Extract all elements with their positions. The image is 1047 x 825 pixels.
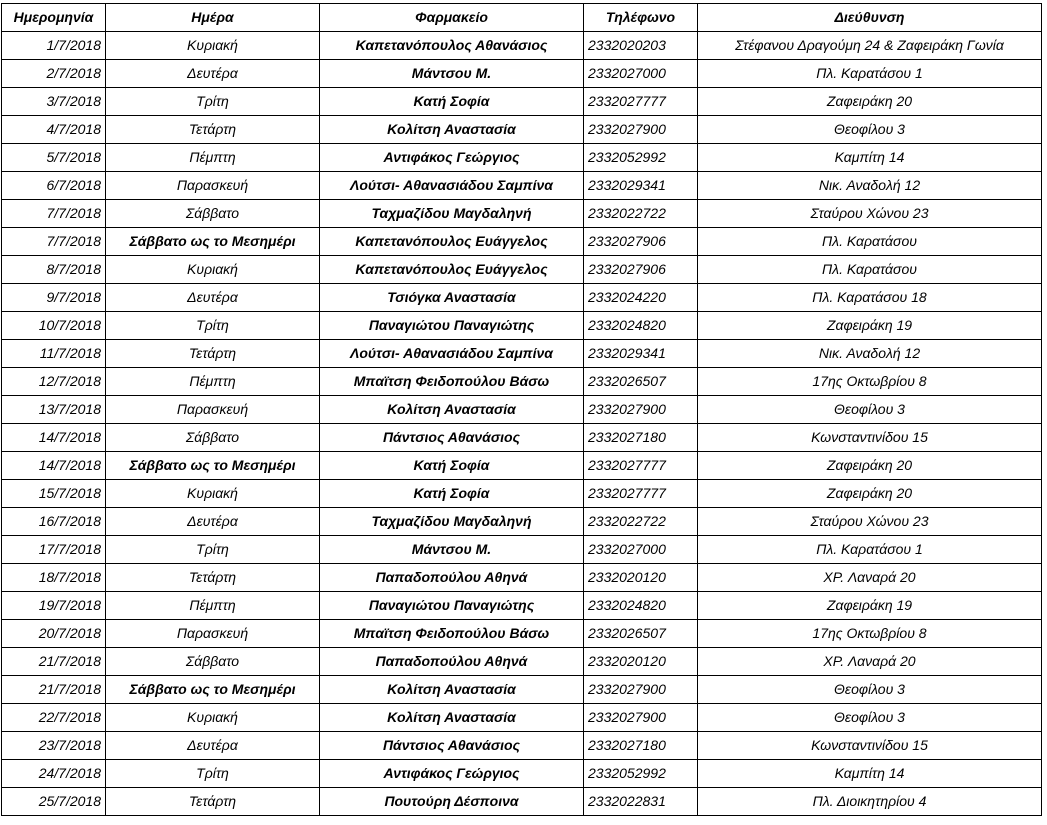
cell-date: 16/7/2018 — [2, 508, 106, 536]
cell-pharmacy: Λούτσι- Αθανασιάδου Σαμπίνα — [320, 172, 584, 200]
cell-pharmacy: Κατή Σοφία — [320, 452, 584, 480]
cell-date: 8/7/2018 — [2, 256, 106, 284]
cell-phone: 2332027900 — [584, 676, 698, 704]
table-row — [2, 424, 1042, 452]
cell-phone: 2332052992 — [584, 760, 698, 788]
cell-pharmacy: Παπαδοπούλου Αθηνά — [320, 564, 584, 592]
table-row — [2, 536, 1042, 564]
cell-address: ΧΡ. Λαναρά 20 — [698, 564, 1042, 592]
cell-pharmacy: Καπετανόπουλος Αθανάσιος — [320, 32, 584, 60]
table-row — [2, 116, 1042, 144]
cell-pharmacy: Κολίτση Αναστασία — [320, 676, 584, 704]
cell-day: Σάββατο — [106, 648, 320, 676]
cell-phone: 2332020120 — [584, 648, 698, 676]
cell-address: Θεοφίλου 3 — [698, 676, 1042, 704]
cell-phone: 2332020120 — [584, 564, 698, 592]
cell-address: Κωνσταντινίδου 15 — [698, 732, 1042, 760]
table-row — [2, 32, 1042, 60]
cell-day: Τρίτη — [106, 312, 320, 340]
cell-date: 24/7/2018 — [2, 760, 106, 788]
cell-date: 21/7/2018 — [2, 676, 106, 704]
table-row — [2, 172, 1042, 200]
cell-phone: 2332022722 — [584, 508, 698, 536]
cell-date: 17/7/2018 — [2, 536, 106, 564]
cell-day: Σάββατο ως το Μεσημέρι — [106, 676, 320, 704]
cell-phone: 2332027180 — [584, 424, 698, 452]
table-row — [2, 144, 1042, 172]
cell-day: Τρίτη — [106, 536, 320, 564]
cell-pharmacy: Καπετανόπουλος Ευάγγελος — [320, 228, 584, 256]
cell-date: 19/7/2018 — [2, 592, 106, 620]
cell-phone: 2332024820 — [584, 592, 698, 620]
cell-pharmacy: Τσιόγκα Αναστασία — [320, 284, 584, 312]
cell-address: Πλ. Διοικητηρίου 4 — [698, 788, 1042, 816]
cell-date: 14/7/2018 — [2, 424, 106, 452]
cell-day: Κυριακή — [106, 704, 320, 732]
cell-phone: 2332024820 — [584, 312, 698, 340]
table-row — [2, 312, 1042, 340]
cell-phone: 2332052992 — [584, 144, 698, 172]
cell-date: 2/7/2018 — [2, 60, 106, 88]
table-row — [2, 60, 1042, 88]
table-row — [2, 508, 1042, 536]
cell-phone: 2332027900 — [584, 704, 698, 732]
cell-pharmacy: Ταχμαζίδου Μαγδαληνή — [320, 508, 584, 536]
cell-date: 7/7/2018 — [2, 200, 106, 228]
cell-address: Θεοφίλου 3 — [698, 396, 1042, 424]
cell-day: Δευτέρα — [106, 508, 320, 536]
cell-date: 20/7/2018 — [2, 620, 106, 648]
cell-address: Πλ. Καρατάσου — [698, 228, 1042, 256]
cell-day: Δευτέρα — [106, 60, 320, 88]
table-row — [2, 648, 1042, 676]
cell-date: 12/7/2018 — [2, 368, 106, 396]
cell-phone: 2332022831 — [584, 788, 698, 816]
cell-pharmacy: Ταχμαζίδου Μαγδαληνή — [320, 200, 584, 228]
table-row — [2, 760, 1042, 788]
cell-address: Πλ. Καρατάσου — [698, 256, 1042, 284]
cell-pharmacy: Παναγιώτου Παναγιώτης — [320, 312, 584, 340]
table-row — [2, 396, 1042, 424]
cell-address: Θεοφίλου 3 — [698, 704, 1042, 732]
cell-day: Δευτέρα — [106, 284, 320, 312]
cell-date: 5/7/2018 — [2, 144, 106, 172]
cell-address: Καμπίτη 14 — [698, 760, 1042, 788]
cell-day: Κυριακή — [106, 480, 320, 508]
cell-date: 14/7/2018 — [2, 452, 106, 480]
cell-phone: 2332027906 — [584, 256, 698, 284]
cell-day: Πέμπτη — [106, 592, 320, 620]
cell-date: 7/7/2018 — [2, 228, 106, 256]
table-row — [2, 676, 1042, 704]
cell-address: Ζαφειράκη 19 — [698, 312, 1042, 340]
cell-address: ΧΡ. Λαναρά 20 — [698, 648, 1042, 676]
cell-address: Ζαφειράκη 20 — [698, 88, 1042, 116]
header-address: Διεύθυνση — [698, 4, 1042, 32]
cell-date: 3/7/2018 — [2, 88, 106, 116]
cell-pharmacy: Παπαδοπούλου Αθηνά — [320, 648, 584, 676]
cell-date: 1/7/2018 — [2, 32, 106, 60]
cell-phone: 2332027900 — [584, 396, 698, 424]
cell-pharmacy: Αντιφάκος Γεώργιος — [320, 760, 584, 788]
cell-pharmacy: Μάντσου Μ. — [320, 536, 584, 564]
cell-day: Κυριακή — [106, 32, 320, 60]
table-row — [2, 284, 1042, 312]
cell-pharmacy: Λούτσι- Αθανασιάδου Σαμπίνα — [320, 340, 584, 368]
cell-address: Νικ. Αναδολή 12 — [698, 172, 1042, 200]
cell-pharmacy: Μάντσου Μ. — [320, 60, 584, 88]
table-row — [2, 564, 1042, 592]
cell-phone: 2332029341 — [584, 172, 698, 200]
cell-pharmacy: Κολίτση Αναστασία — [320, 116, 584, 144]
cell-pharmacy: Πουτούρη Δέσποινα — [320, 788, 584, 816]
table-row — [2, 704, 1042, 732]
cell-date: 13/7/2018 — [2, 396, 106, 424]
cell-phone: 2332027000 — [584, 60, 698, 88]
cell-address: 17ης Οκτωβρίου 8 — [698, 620, 1042, 648]
cell-day: Κυριακή — [106, 256, 320, 284]
cell-phone: 2332027000 — [584, 536, 698, 564]
cell-date: 21/7/2018 — [2, 648, 106, 676]
cell-day: Σάββατο ως το Μεσημέρι — [106, 452, 320, 480]
table-row — [2, 620, 1042, 648]
cell-day: Τετάρτη — [106, 340, 320, 368]
header-phone: Τηλέφωνο — [584, 4, 698, 32]
cell-day: Τετάρτη — [106, 564, 320, 592]
cell-date: 18/7/2018 — [2, 564, 106, 592]
cell-address: Καμπίτη 14 — [698, 144, 1042, 172]
cell-day: Πέμπτη — [106, 144, 320, 172]
cell-address: Ζαφειράκη 20 — [698, 480, 1042, 508]
cell-phone: 2332026507 — [584, 368, 698, 396]
cell-address: Σταύρου Χώνου 23 — [698, 200, 1042, 228]
cell-address: Ζαφειράκη 19 — [698, 592, 1042, 620]
cell-day: Τρίτη — [106, 88, 320, 116]
pharmacy-duty-table — [1, 3, 1042, 816]
cell-phone: 2332029341 — [584, 340, 698, 368]
cell-pharmacy: Κατή Σοφία — [320, 480, 584, 508]
cell-day: Τετάρτη — [106, 788, 320, 816]
cell-phone: 2332027777 — [584, 480, 698, 508]
header-day: Ημέρα — [106, 4, 320, 32]
cell-pharmacy: Πάντσιος Αθανάσιος — [320, 424, 584, 452]
cell-pharmacy: Παναγιώτου Παναγιώτης — [320, 592, 584, 620]
header-pharmacy: Φαρμακείο — [320, 4, 584, 32]
table-row — [2, 228, 1042, 256]
cell-phone: 2332027900 — [584, 116, 698, 144]
cell-pharmacy: Μπαϊτση Φειδοπούλου Βάσω — [320, 620, 584, 648]
cell-day: Σάββατο — [106, 200, 320, 228]
cell-pharmacy: Αντιφάκος Γεώργιος — [320, 144, 584, 172]
table-row — [2, 452, 1042, 480]
cell-date: 22/7/2018 — [2, 704, 106, 732]
table-row — [2, 732, 1042, 760]
cell-phone: 2332022722 — [584, 200, 698, 228]
cell-day: Παρασκευή — [106, 172, 320, 200]
table-body — [2, 32, 1042, 816]
cell-address: Πλ. Καρατάσου 1 — [698, 60, 1042, 88]
table-row — [2, 88, 1042, 116]
cell-day: Παρασκευή — [106, 620, 320, 648]
cell-day: Σάββατο ως το Μεσημέρι — [106, 228, 320, 256]
cell-address: Θεοφίλου 3 — [698, 116, 1042, 144]
cell-date: 10/7/2018 — [2, 312, 106, 340]
cell-address: Ζαφειράκη 20 — [698, 452, 1042, 480]
cell-pharmacy: Κολίτση Αναστασία — [320, 396, 584, 424]
cell-day: Τρίτη — [106, 760, 320, 788]
cell-phone: 2332026507 — [584, 620, 698, 648]
header-date: Ημερομηνία — [2, 4, 106, 32]
cell-date: 23/7/2018 — [2, 732, 106, 760]
table-row — [2, 340, 1042, 368]
table-row — [2, 368, 1042, 396]
cell-phone: 2332027777 — [584, 88, 698, 116]
cell-address: Νικ. Αναδολή 12 — [698, 340, 1042, 368]
cell-phone: 2332027906 — [584, 228, 698, 256]
cell-phone: 2332027777 — [584, 452, 698, 480]
cell-date: 25/7/2018 — [2, 788, 106, 816]
pharmacy-duty-sheet — [1, 3, 1041, 816]
cell-address: Σταύρου Χώνου 23 — [698, 508, 1042, 536]
cell-pharmacy: Πάντσιος Αθανάσιος — [320, 732, 584, 760]
cell-address: 17ης Οκτωβρίου 8 — [698, 368, 1042, 396]
cell-pharmacy: Κατή Σοφία — [320, 88, 584, 116]
cell-phone: 2332027180 — [584, 732, 698, 760]
cell-pharmacy: Καπετανόπουλος Ευάγγελος — [320, 256, 584, 284]
cell-day: Σάββατο — [106, 424, 320, 452]
cell-date: 9/7/2018 — [2, 284, 106, 312]
cell-address: Πλ. Καρατάσου 1 — [698, 536, 1042, 564]
cell-date: 11/7/2018 — [2, 340, 106, 368]
cell-phone: 2332020203 — [584, 32, 698, 60]
cell-day: Πέμπτη — [106, 368, 320, 396]
cell-day: Τετάρτη — [106, 116, 320, 144]
cell-date: 15/7/2018 — [2, 480, 106, 508]
cell-address: Κωνσταντινίδου 15 — [698, 424, 1042, 452]
cell-phone: 2332024220 — [584, 284, 698, 312]
table-row — [2, 256, 1042, 284]
cell-address: Πλ. Καρατάσου 18 — [698, 284, 1042, 312]
cell-pharmacy: Μπαϊτση Φειδοπούλου Βάσω — [320, 368, 584, 396]
header-row — [2, 4, 1042, 32]
cell-day: Δευτέρα — [106, 732, 320, 760]
cell-day: Παρασκευή — [106, 396, 320, 424]
table-row — [2, 480, 1042, 508]
cell-date: 4/7/2018 — [2, 116, 106, 144]
table-row — [2, 592, 1042, 620]
table-row — [2, 788, 1042, 816]
cell-address: Στέφανου Δραγούμη 24 & Ζαφειράκη Γωνία — [698, 32, 1042, 60]
cell-pharmacy: Κολίτση Αναστασία — [320, 704, 584, 732]
table-row — [2, 200, 1042, 228]
cell-date: 6/7/2018 — [2, 172, 106, 200]
